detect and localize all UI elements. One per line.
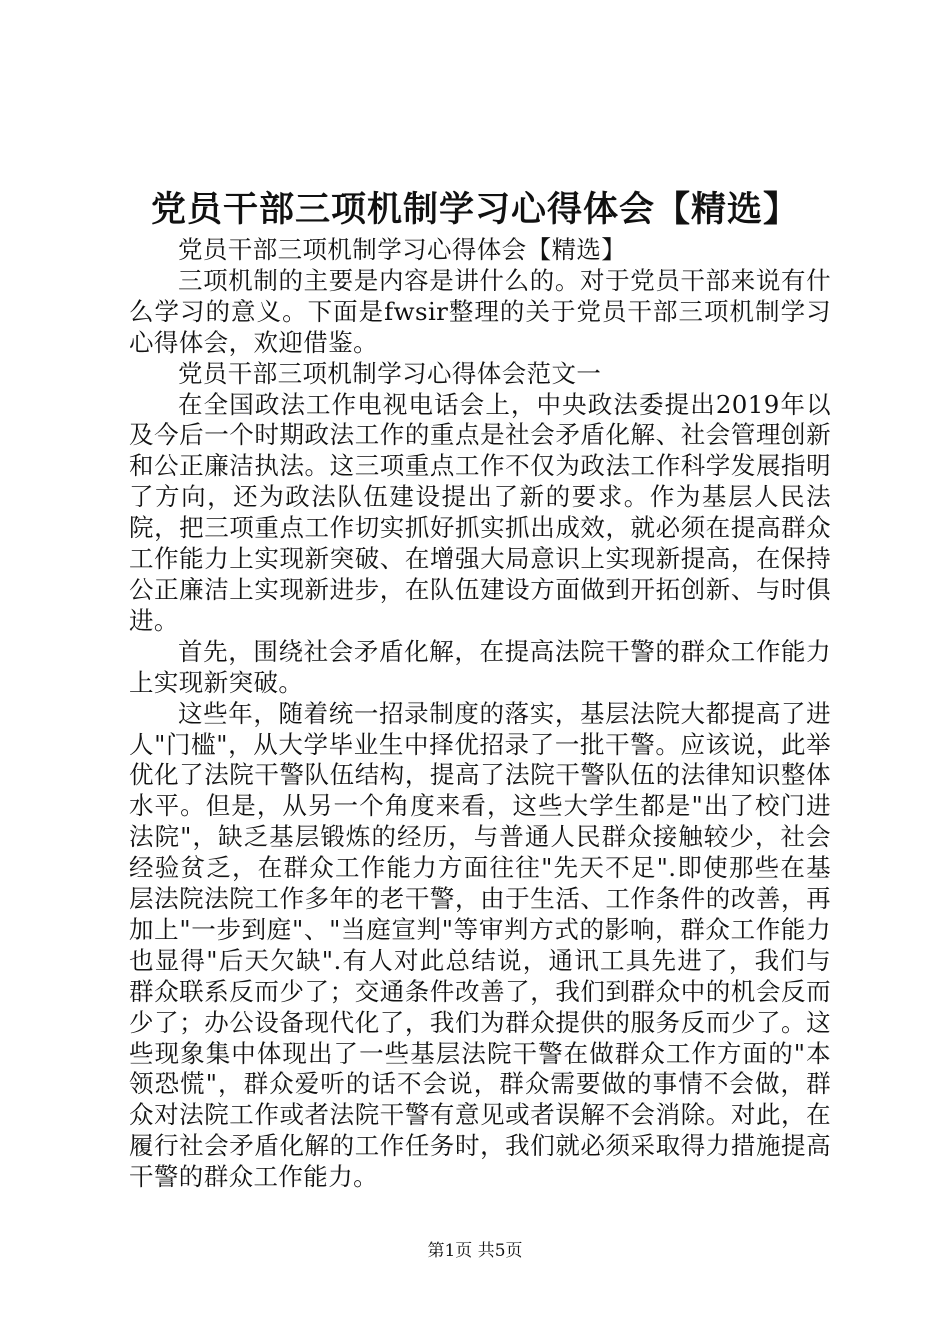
document-body (129, 235, 831, 1193)
paragraph-intro: 三项机制的主要是内容是讲什么的。对于党员干部来说有什么学习的意义。下面是fwsir整理的关于党员干部三项机制学习心得体会，欢迎借鉴。 (129, 265, 831, 357)
paragraph-body: 首先，围绕社会矛盾化解，在提高法院干警的群众工作能力上实现新突破。 (129, 636, 831, 697)
paragraph-subtitle: 党员干部三项机制学习心得体会【精选】 (178, 235, 627, 264)
paragraph-body: 在全国政法工作电视电话会上，中央政法委提出2019年以及今后一个时期政法工作的重点是社会矛盾化解、社会管理创新和公正廉洁执法。这三项重点工作不仅为政法工作科学发展指明了方向，还为政法队伍建设提出了新的要求。作为基层人民法院，把三项重点工作切实抓好抓实抓出成效，就必须在提高群众工作能力上实现新突破、在增强大局意识上实现新提高，在保持公正廉洁上实现新进步，在队伍建设方面做到开拓创新、与时俱进。 (129, 389, 831, 635)
page-footer: 第1页 共5页 (427, 1241, 523, 1261)
paragraph-section-heading: 党员干部三项机制学习心得体会范文一 (178, 358, 602, 388)
document-title: 党员干部三项机制学习心得体会【精选】 (150, 189, 799, 230)
paragraph-body: 这些年，随着统一招录制度的落实，基层法院大都提高了进人"门槛"，从大学毕业生中择优招录了一批干警。应该说，此举优化了法院干警队伍结构，提高了法院干警队伍的法律知识整体水平。但是，从另一个角度来看，这些大学生都是"出了校门进法院"，缺乏基层锻炼的经历，与普通人民群众接触较少，社会经验贫乏，在群众工作能力方面往往"先天不足".即使那些在基层法院法院工作多年的老干警，由于生活、工作条件的改善，再加上"一步到庭"、"当庭宣判"等审判方式的影响，群众工作能力也显得"后天欠缺".有人对此总结说，通讯工具先进了，我们与群众联系反而少了；交通条件改善了，我们到群众中的机会反而少了；办公设备现代化了，我们为群众提供的服务反而少了。这些现象集中体现出了一些基层法院干警在做群众工作方面的"本领恐慌"，群众爱听的话不会说，群众需要做的事情不会做，群众对法院工作或者法院干警有意见或者误解不会消除。对此，在履行社会矛盾化解的工作任务时，我们就必须采取得力措施提高干警的群众工作能力。 (129, 698, 831, 1192)
